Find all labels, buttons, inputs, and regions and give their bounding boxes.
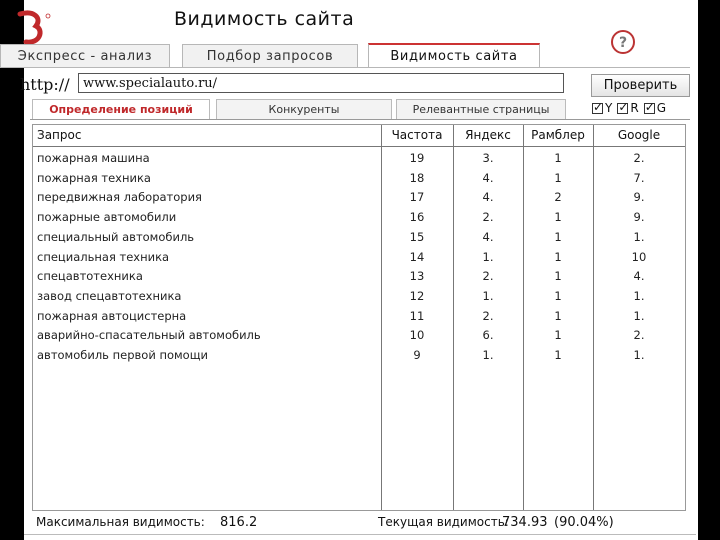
cell-frequency: 12	[409, 288, 425, 303]
table-row[interactable]	[33, 148, 685, 168]
engine-rambler-checkbox[interactable]	[617, 103, 628, 114]
cell-yandex: 2.	[482, 269, 494, 284]
cell-frequency: 13	[409, 269, 425, 284]
cell-query: специальная техника	[37, 249, 170, 264]
engine-yandex-label: Y	[605, 101, 613, 115]
cell-query: завод спецавтотехника	[37, 288, 182, 303]
cell-frequency: 15	[409, 229, 425, 244]
max-visibility-label: Максимальная видимость:	[36, 515, 205, 529]
cell-query: аварийно-спасательный автомобиль	[37, 328, 261, 343]
header-google[interactable]: Google	[617, 128, 661, 142]
cell-rambler: 1	[554, 328, 562, 343]
cell-yandex: 2.	[482, 308, 494, 323]
cell-rambler: 1	[554, 151, 562, 165]
right-black-border	[698, 0, 720, 540]
cell-rambler: 1	[554, 348, 562, 362]
header-divider	[33, 146, 685, 147]
current-visibility-label: Текущая видимость:	[378, 515, 509, 529]
cell-query: пожарная техника	[37, 170, 151, 185]
tab-site-visibility[interactable]: Видимость сайта	[368, 43, 540, 68]
tabs-divider	[0, 67, 690, 68]
max-visibility-value: 816.2	[220, 515, 258, 530]
subtab-relevant-pages[interactable]: Релевантные страницы	[396, 99, 566, 119]
cell-query: спецавтотехника	[37, 269, 143, 284]
cell-yandex: 4.	[482, 229, 494, 244]
cell-rambler: 1	[554, 288, 562, 303]
table-row[interactable]	[33, 207, 685, 227]
cell-yandex: 2.	[482, 210, 494, 225]
cell-google: 7.	[633, 170, 645, 185]
engine-yandex-option[interactable]	[592, 101, 612, 115]
positions-table	[32, 124, 686, 511]
app-title: Видимость сайта	[174, 8, 355, 30]
cell-google: 9.	[633, 210, 645, 225]
cell-query: пожарная машина	[37, 151, 150, 165]
cell-frequency: 11	[409, 308, 425, 323]
cell-frequency: 17	[409, 190, 425, 205]
cell-yandex: 1.	[482, 288, 494, 303]
header-query[interactable]: Запрос	[37, 128, 82, 142]
cell-google: 1.	[633, 348, 645, 362]
engine-yandex-checkbox[interactable]	[592, 103, 603, 114]
cell-google: 1.	[633, 229, 645, 244]
cell-rambler: 1	[554, 210, 562, 225]
url-prefix-label: http://	[20, 75, 70, 94]
cell-yandex: 1.	[482, 249, 494, 264]
cell-yandex: 6.	[482, 328, 494, 343]
header-yandex[interactable]: Яндекс	[465, 128, 511, 142]
engine-rambler-label: R	[630, 101, 639, 115]
svg-text:?: ?	[618, 35, 628, 51]
bottom-divider	[24, 534, 696, 535]
table-row[interactable]	[33, 168, 685, 188]
cell-rambler: 1	[554, 249, 562, 264]
tab-query-selection[interactable]: Подбор запросов	[182, 44, 358, 67]
cell-rambler: 1	[554, 269, 562, 284]
cell-yandex: 4.	[482, 170, 494, 185]
cell-google: 2.	[633, 328, 645, 343]
subtabs-divider	[30, 119, 690, 120]
sub-tabs	[28, 99, 588, 119]
engine-rambler-option[interactable]	[617, 101, 638, 115]
cell-query: пожарные автомобили	[37, 210, 177, 225]
header-frequency[interactable]: Частота	[391, 128, 443, 142]
header-rambler[interactable]: Рамблер	[531, 128, 585, 142]
tab-express-analysis[interactable]: Экспресс - анализ	[0, 44, 170, 67]
app-logo-icon	[14, 8, 54, 48]
cell-yandex: 4.	[482, 190, 494, 205]
cell-rambler: 2	[554, 190, 562, 205]
cell-query: автомобиль первой помощи	[37, 348, 209, 362]
cell-frequency: 18	[409, 170, 425, 185]
subtab-positions[interactable]: Определение позиций	[32, 99, 210, 119]
cell-google: 1.	[633, 288, 645, 303]
cell-google: 10	[631, 249, 647, 264]
table-row[interactable]	[33, 227, 685, 247]
cell-google: 2.	[633, 151, 645, 165]
table-row[interactable]	[33, 266, 685, 286]
current-visibility-value: 734.93	[502, 515, 548, 530]
table-row[interactable]	[33, 187, 685, 207]
table-row[interactable]	[33, 345, 685, 365]
cell-frequency: 10	[409, 328, 425, 343]
engine-google-option[interactable]	[644, 101, 666, 115]
cell-google: 1.	[633, 308, 645, 323]
url-input[interactable]	[78, 73, 564, 93]
cell-rambler: 1	[554, 229, 562, 244]
current-visibility-percent: (90.04%)	[554, 515, 614, 530]
cell-frequency: 14	[409, 249, 425, 264]
cell-google: 4.	[633, 269, 645, 284]
cell-google: 9.	[633, 190, 645, 205]
cell-rambler: 1	[554, 308, 562, 323]
table-row[interactable]	[33, 286, 685, 306]
table-row[interactable]	[33, 306, 685, 326]
engine-google-checkbox[interactable]	[644, 103, 655, 114]
cell-query: передвижная лаборатория	[37, 190, 202, 205]
table-row[interactable]	[33, 247, 685, 267]
subtab-competitors[interactable]: Конкуренты	[216, 99, 392, 119]
cell-yandex: 1.	[482, 348, 494, 362]
cell-frequency: 19	[409, 151, 425, 165]
cell-rambler: 1	[554, 170, 562, 185]
engine-google-label: G	[656, 101, 666, 115]
cell-yandex: 3.	[482, 151, 494, 165]
cell-frequency: 9	[413, 348, 421, 362]
cell-query: пожарная автоцистерна	[37, 308, 187, 323]
check-button[interactable]: Проверить	[591, 74, 690, 97]
cell-frequency: 16	[409, 210, 425, 225]
cell-query: специальный автомобиль	[37, 229, 195, 244]
search-engine-checkboxes	[592, 100, 671, 116]
table-row[interactable]	[33, 325, 685, 345]
visibility-footer	[32, 513, 686, 533]
main-tabs	[0, 44, 690, 68]
